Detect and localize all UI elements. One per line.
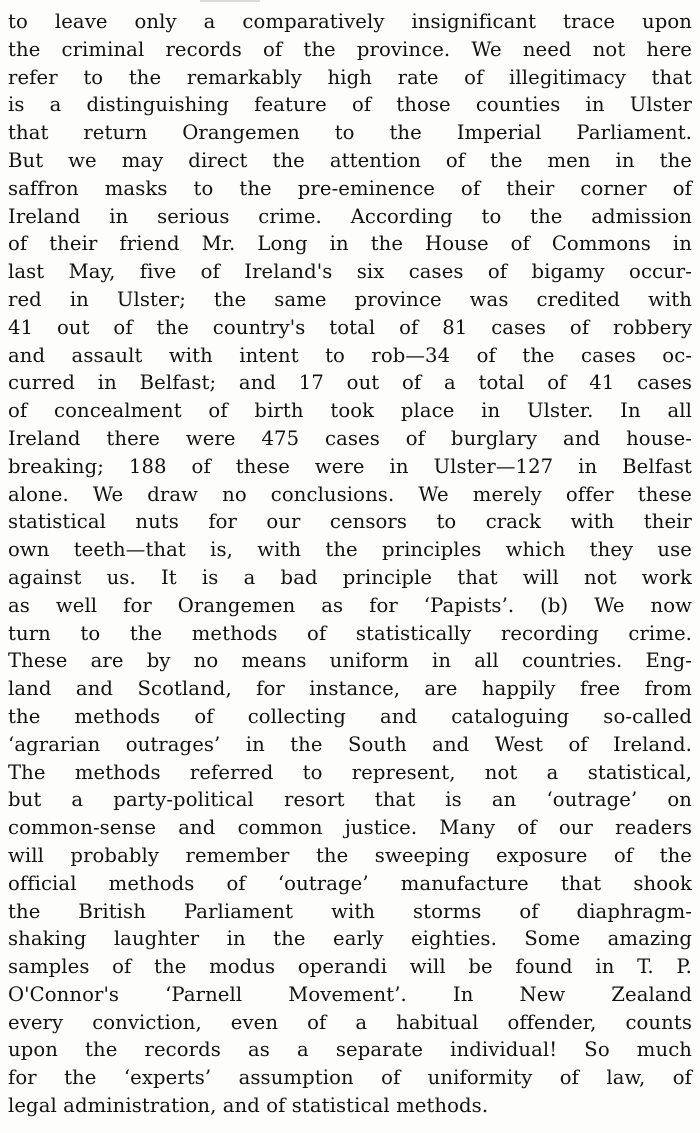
- text-line: Ireland there were 475 cases of burglary and house-: [8, 426, 692, 450]
- text-line: is a distinguishing feature of those counties in Ulster: [8, 93, 692, 117]
- print-blemish: [200, 0, 260, 2]
- text-line: red in Ulster; the same province was credited with: [8, 287, 692, 311]
- text-line: will probably remember the sweeping exposure of the: [8, 843, 692, 867]
- text-line: saffron masks to the pre-eminence of their corner of: [8, 176, 692, 200]
- text-line: But we may direct the attention of the men in the: [8, 148, 692, 172]
- text-line: own teeth—that is, with the principles which they use: [8, 538, 692, 562]
- text-line: for the ‘experts’ assumption of uniformity of law, of: [8, 1066, 692, 1090]
- text-line: breaking; 188 of these were in Ulster—127 in Belfast: [8, 454, 692, 478]
- article-text: [8, 8, 692, 1120]
- text-line: upon the records as a separate individual! So much: [8, 1038, 692, 1062]
- text-line: as well for Orangemen as for ‘Papists’. (b) We now: [8, 593, 692, 617]
- text-line: the criminal records of the province. We need not here: [8, 37, 692, 61]
- text-line: that return Orangemen to the Imperial Parliament.: [8, 121, 692, 145]
- text-line: ‘agrarian outrages’ in the South and West of Ireland.: [8, 732, 692, 756]
- text-line: of concealment of birth took place in Ulster. In all: [8, 399, 692, 423]
- text-line: shaking laughter in the early eighties. Some amazing: [8, 927, 692, 951]
- text-line: alone. We draw no conclusions. We merely offer these: [8, 482, 692, 506]
- text-line: and assault with intent to rob—34 of the cases oc-: [8, 343, 692, 367]
- text-line: statistical nuts for our censors to crack with their: [8, 510, 692, 534]
- text-line: samples of the modus operandi will be found in T. P.: [8, 955, 692, 979]
- text-line: to leave only a comparatively insignificant trace upon: [8, 10, 692, 33]
- text-line: curred in Belfast; and 17 out of a total of 41 cases: [8, 371, 692, 395]
- text-line: of their friend Mr. Long in the House of Commons in: [8, 232, 692, 256]
- text-line: land and Scotland, for instance, are happily free from: [8, 677, 692, 701]
- text-line: These are by no means uniform in all countries. Eng-: [8, 649, 692, 673]
- text-line: every conviction, even of a habitual offender, counts: [8, 1010, 692, 1034]
- text-line: turn to the methods of statistically recording crime.: [8, 621, 692, 645]
- text-line: 41 out of the country's total of 81 cases of robbery: [8, 315, 692, 339]
- text-line: the methods of collecting and cataloguing so-called: [8, 704, 692, 728]
- text-line: refer to the remarkably high rate of illegitimacy that: [8, 65, 692, 89]
- text-line: last May, five of Ireland's six cases of bigamy occur-: [8, 260, 692, 284]
- text-line: official methods of ‘outrage’ manufacture that shook: [8, 871, 692, 895]
- text-line: Ireland in serious crime. According to the admission: [8, 204, 692, 228]
- text-line: legal administration, and of statistical methods.: [8, 1094, 489, 1118]
- text-line: the British Parliament with storms of diaphragm-: [8, 899, 692, 923]
- text-line: against us. It is a bad principle that will not work: [8, 565, 692, 589]
- text-line: O'Connor's ‘Parnell Movement’. In New Zealand: [8, 982, 692, 1006]
- text-line: common-sense and common justice. Many of our readers: [8, 816, 692, 840]
- text-line: but a party-political resort that is an ‘outrage’ on: [8, 788, 692, 812]
- text-line: The methods referred to represent, not a statistical,: [8, 760, 692, 784]
